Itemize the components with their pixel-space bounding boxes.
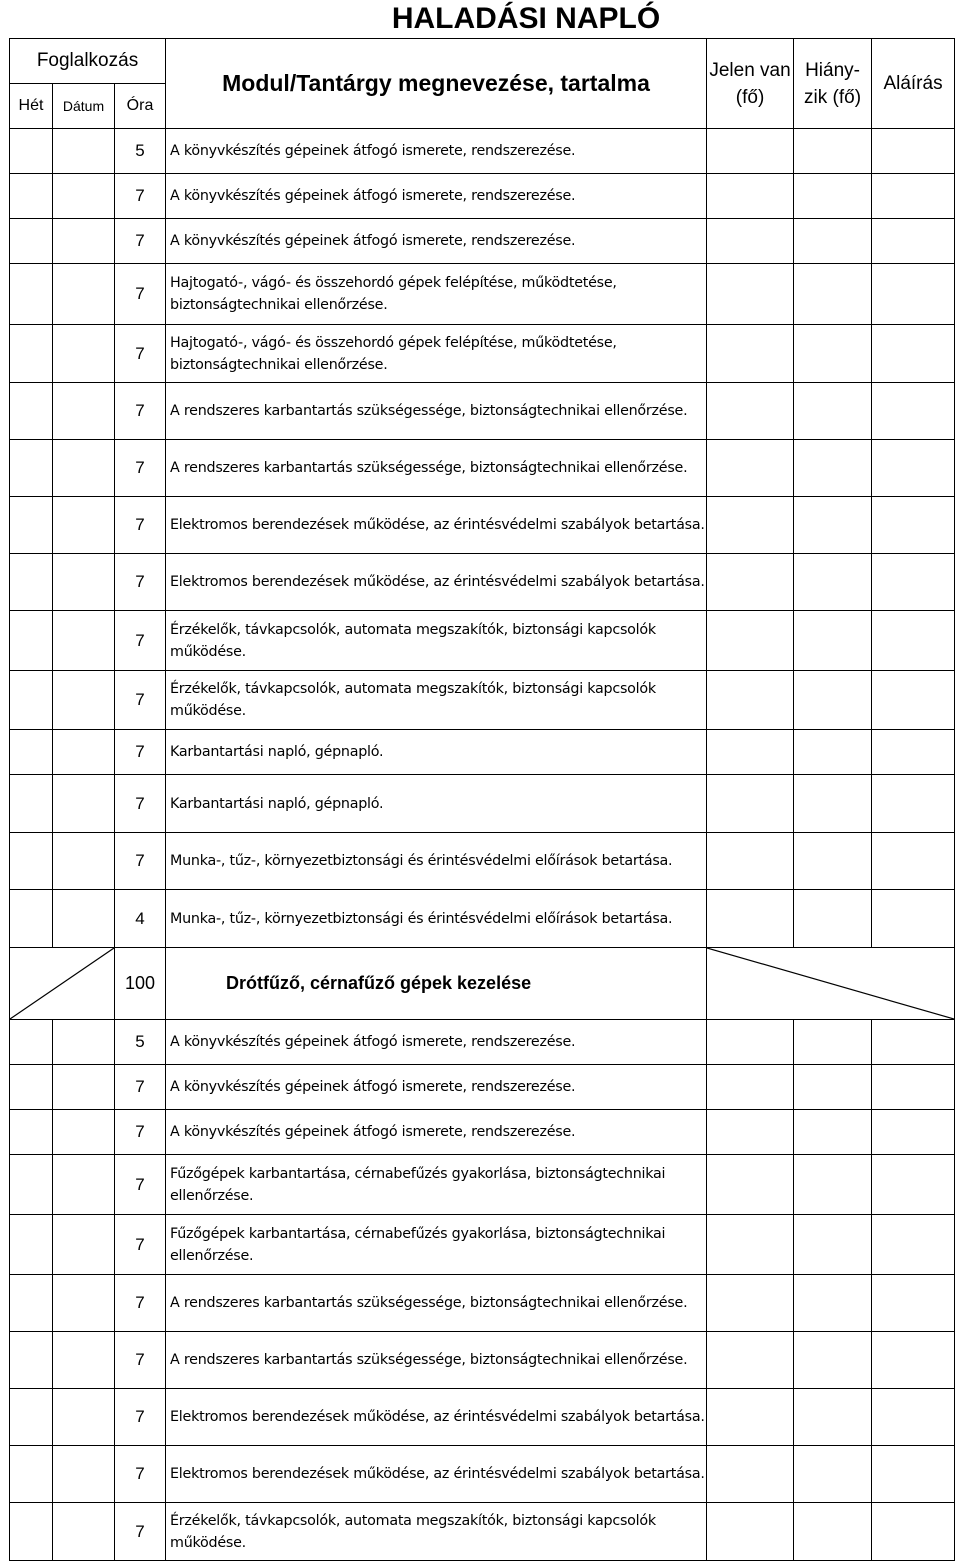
table-row [10, 1332, 955, 1389]
hours-cell: 7 [115, 1110, 166, 1155]
week-cell[interactable] [10, 775, 53, 833]
absent-cell[interactable] [794, 1332, 872, 1389]
present-cell[interactable] [707, 440, 794, 497]
present-cell[interactable] [707, 129, 794, 174]
date-cell[interactable] [53, 1110, 115, 1155]
table-row [10, 497, 955, 554]
header-jelen: Jelen van (fő) [707, 39, 794, 129]
present-cell[interactable] [707, 1275, 794, 1332]
signature-cell[interactable] [872, 219, 955, 264]
table-row [10, 1389, 955, 1446]
date-cell[interactable] [53, 775, 115, 833]
absent-cell[interactable] [794, 890, 872, 948]
date-cell[interactable] [53, 1020, 115, 1065]
absent-cell[interactable] [794, 440, 872, 497]
date-cell[interactable] [53, 440, 115, 497]
hours-cell: 7 [115, 383, 166, 440]
hours-cell: 4 [115, 890, 166, 948]
week-cell[interactable] [10, 1155, 53, 1215]
module-title: Drótfűző, cérnafűző gépek kezelése [166, 948, 707, 1020]
absent-cell[interactable] [794, 383, 872, 440]
date-cell[interactable] [53, 325, 115, 383]
hours-cell: 7 [115, 671, 166, 730]
header-alairas: Aláírás [872, 39, 955, 129]
present-cell[interactable] [707, 497, 794, 554]
signature-cell[interactable] [872, 1389, 955, 1446]
present-cell[interactable] [707, 174, 794, 219]
page-title: HALADÁSI NAPLÓ [391, 2, 661, 35]
hours-cell: 7 [115, 1389, 166, 1446]
hours-cell: 7 [115, 611, 166, 671]
hours-cell: 7 [115, 325, 166, 383]
week-cell[interactable] [10, 1446, 53, 1503]
table-row [10, 1065, 955, 1110]
absent-cell[interactable] [794, 1503, 872, 1561]
week-cell[interactable] [10, 440, 53, 497]
signature-cell[interactable] [872, 1110, 955, 1155]
present-cell[interactable] [707, 890, 794, 948]
module-diagonal-cell [10, 948, 115, 1020]
present-cell[interactable] [707, 833, 794, 890]
table-row [10, 554, 955, 611]
week-cell[interactable] [10, 1215, 53, 1275]
module-diagonal-cell-right [707, 948, 955, 1020]
present-cell[interactable] [707, 611, 794, 671]
date-cell[interactable] [53, 1332, 115, 1389]
week-cell[interactable] [10, 730, 53, 775]
header-foglalkozas: Foglalkozás [10, 39, 166, 84]
content-cell: A rendszeres karbantartás szükségessége, biztonságtechnikai ellenőrzése. [166, 383, 707, 440]
hours-cell: 7 [115, 1065, 166, 1110]
week-cell[interactable] [10, 1065, 53, 1110]
date-cell[interactable] [53, 1275, 115, 1332]
signature-cell[interactable] [872, 775, 955, 833]
content-cell: Karbantartási napló, gépnapló. [166, 775, 707, 833]
signature-cell[interactable] [872, 833, 955, 890]
table-row [10, 1155, 955, 1215]
hours-cell: 7 [115, 833, 166, 890]
absent-cell[interactable] [794, 1155, 872, 1215]
table-row [10, 1215, 955, 1275]
header-ora: Óra [115, 84, 166, 129]
absent-cell[interactable] [794, 1020, 872, 1065]
hours-cell: 5 [115, 129, 166, 174]
signature-cell[interactable] [872, 1446, 955, 1503]
content-cell: Érzékelők, távkapcsolók, automata megszakítók, biztonsági kapcsolók működése. [166, 611, 707, 671]
signature-cell[interactable] [872, 730, 955, 775]
signature-cell[interactable] [872, 1215, 955, 1275]
present-cell[interactable] [707, 1503, 794, 1561]
signature-cell[interactable] [872, 554, 955, 611]
date-cell[interactable] [53, 497, 115, 554]
progress-log-table [9, 38, 955, 1561]
signature-cell[interactable] [872, 129, 955, 174]
diagonal-line [707, 948, 954, 1019]
table-row [10, 325, 955, 383]
absent-cell[interactable] [794, 833, 872, 890]
table-row [10, 730, 955, 775]
date-cell[interactable] [53, 1155, 115, 1215]
content-cell: A rendszeres karbantartás szükségessége, biztonságtechnikai ellenőrzése. [166, 1275, 707, 1332]
present-cell[interactable] [707, 383, 794, 440]
date-cell[interactable] [53, 383, 115, 440]
content-cell: A rendszeres karbantartás szükségessége, biztonságtechnikai ellenőrzése. [166, 440, 707, 497]
signature-cell[interactable] [872, 440, 955, 497]
present-cell[interactable] [707, 671, 794, 730]
present-cell[interactable] [707, 1332, 794, 1389]
absent-cell[interactable] [794, 325, 872, 383]
date-cell[interactable] [53, 554, 115, 611]
absent-cell[interactable] [794, 1110, 872, 1155]
absent-cell[interactable] [794, 129, 872, 174]
content-cell: A könyvkészítés gépeinek átfogó ismerete, rendszerezése. [166, 1065, 707, 1110]
table-row [10, 1110, 955, 1155]
signature-cell[interactable] [872, 174, 955, 219]
absent-cell[interactable] [794, 264, 872, 325]
signature-cell[interactable] [872, 325, 955, 383]
signature-cell[interactable] [872, 1275, 955, 1332]
present-cell[interactable] [707, 325, 794, 383]
absent-cell[interactable] [794, 1389, 872, 1446]
absent-cell[interactable] [794, 1065, 872, 1110]
absent-cell[interactable] [794, 1215, 872, 1275]
content-cell: A könyvkészítés gépeinek átfogó ismerete, rendszerezése. [166, 174, 707, 219]
week-cell[interactable] [10, 174, 53, 219]
date-cell[interactable] [53, 890, 115, 948]
hours-cell: 7 [115, 1155, 166, 1215]
signature-cell[interactable] [872, 1155, 955, 1215]
table-row [10, 611, 955, 671]
date-cell[interactable] [53, 129, 115, 174]
week-cell[interactable] [10, 611, 53, 671]
content-cell: Fűzőgépek karbantartása, cérnabefűzés gyakorlása, biztonságtechnikai ellenőrzése. [166, 1155, 707, 1215]
hours-cell: 7 [115, 1332, 166, 1389]
date-cell[interactable] [53, 1503, 115, 1561]
week-cell[interactable] [10, 1275, 53, 1332]
header-hianyzik: Hiány- zik (fő) [794, 39, 872, 129]
date-cell[interactable] [53, 1065, 115, 1110]
week-cell[interactable] [10, 264, 53, 325]
content-cell: Érzékelők, távkapcsolók, automata megszakítók, biztonsági kapcsolók működése. [166, 1503, 707, 1561]
content-cell: Elektromos berendezések működése, az érintésvédelmi szabályok betartása. [166, 1446, 707, 1503]
week-cell[interactable] [10, 219, 53, 264]
date-cell[interactable] [53, 833, 115, 890]
date-cell[interactable] [53, 1446, 115, 1503]
hours-cell: 7 [115, 440, 166, 497]
table-row [10, 383, 955, 440]
absent-cell[interactable] [794, 554, 872, 611]
signature-cell[interactable] [872, 1020, 955, 1065]
table-row [10, 1503, 955, 1561]
hours-cell: 7 [115, 1215, 166, 1275]
table-row [10, 440, 955, 497]
signature-cell[interactable] [872, 890, 955, 948]
date-cell[interactable] [53, 671, 115, 730]
hours-cell: 7 [115, 174, 166, 219]
week-cell[interactable] [10, 1389, 53, 1446]
present-cell[interactable] [707, 1389, 794, 1446]
content-cell: Munka-, tűz-, környezetbiztonsági és érintésvédelmi előírások betartása. [166, 833, 707, 890]
week-cell[interactable] [10, 497, 53, 554]
header-modul: Modul/Tantárgy megnevezése, tartalma [166, 39, 707, 129]
absent-cell[interactable] [794, 497, 872, 554]
date-cell[interactable] [53, 730, 115, 775]
date-cell[interactable] [53, 174, 115, 219]
absent-cell[interactable] [794, 1446, 872, 1503]
header-datum: Dátum [53, 84, 115, 129]
hours-cell: 7 [115, 219, 166, 264]
present-cell[interactable] [707, 1215, 794, 1275]
week-cell[interactable] [10, 325, 53, 383]
absent-cell[interactable] [794, 671, 872, 730]
hours-cell: 7 [115, 730, 166, 775]
table-row [10, 890, 955, 948]
absent-cell[interactable] [794, 775, 872, 833]
content-cell: Elektromos berendezések működése, az érintésvédelmi szabályok betartása. [166, 1389, 707, 1446]
hours-cell: 7 [115, 497, 166, 554]
week-cell[interactable] [10, 1110, 53, 1155]
content-cell: Hajtogató-, vágó- és összehordó gépek felépítése, működtetése, biztonságtechnikai ellenőrzése. [166, 325, 707, 383]
date-cell[interactable] [53, 611, 115, 671]
hours-cell: 7 [115, 775, 166, 833]
hours-cell: 7 [115, 1503, 166, 1561]
present-cell[interactable] [707, 1155, 794, 1215]
hours-cell: 7 [115, 1275, 166, 1332]
signature-cell[interactable] [872, 383, 955, 440]
table-row [10, 264, 955, 325]
content-cell: A könyvkészítés gépeinek átfogó ismerete, rendszerezése. [166, 1020, 707, 1065]
table-row [10, 174, 955, 219]
absent-cell[interactable] [794, 1275, 872, 1332]
signature-cell[interactable] [872, 1332, 955, 1389]
content-cell: A könyvkészítés gépeinek átfogó ismerete, rendszerezése. [166, 219, 707, 264]
signature-cell[interactable] [872, 671, 955, 730]
present-cell[interactable] [707, 264, 794, 325]
content-cell: Elektromos berendezések működése, az érintésvédelmi szabályok betartása. [166, 554, 707, 611]
absent-cell[interactable] [794, 611, 872, 671]
hours-cell: 7 [115, 554, 166, 611]
table-row [10, 833, 955, 890]
signature-cell[interactable] [872, 1065, 955, 1110]
table-row [10, 671, 955, 730]
signature-cell[interactable] [872, 497, 955, 554]
header-het: Hét [10, 84, 53, 129]
table-row [10, 219, 955, 264]
absent-cell[interactable] [794, 219, 872, 264]
week-cell[interactable] [10, 890, 53, 948]
week-cell[interactable] [10, 1503, 53, 1561]
date-cell[interactable] [53, 264, 115, 325]
week-cell[interactable] [10, 671, 53, 730]
content-cell: A rendszeres karbantartás szükségessége, biztonságtechnikai ellenőrzése. [166, 1332, 707, 1389]
hours-cell: 7 [115, 1446, 166, 1503]
hours-cell: 7 [115, 264, 166, 325]
content-cell: Fűzőgépek karbantartása, cérnabefűzés gyakorlása, biztonságtechnikai ellenőrzése. [166, 1215, 707, 1275]
diagonal-line [10, 948, 114, 1019]
week-cell[interactable] [10, 1332, 53, 1389]
content-cell: Munka-, tűz-, környezetbiztonsági és érintésvédelmi előírások betartása. [166, 890, 707, 948]
present-cell[interactable] [707, 775, 794, 833]
week-cell[interactable] [10, 1020, 53, 1065]
present-cell[interactable] [707, 1446, 794, 1503]
week-cell[interactable] [10, 833, 53, 890]
present-cell[interactable] [707, 219, 794, 264]
table-row [10, 1020, 955, 1065]
date-cell[interactable] [53, 219, 115, 264]
week-cell[interactable] [10, 129, 53, 174]
present-cell[interactable] [707, 1020, 794, 1065]
table-row [10, 129, 955, 174]
module-hours: 100 [115, 948, 166, 1020]
signature-cell[interactable] [872, 611, 955, 671]
present-cell[interactable] [707, 730, 794, 775]
week-cell[interactable] [10, 383, 53, 440]
present-cell[interactable] [707, 554, 794, 611]
date-cell[interactable] [53, 1215, 115, 1275]
present-cell[interactable] [707, 1065, 794, 1110]
signature-cell[interactable] [872, 264, 955, 325]
content-cell: Hajtogató-, vágó- és összehordó gépek felépítése, működtetése, biztonságtechnikai ellenőrzése. [166, 264, 707, 325]
content-cell: Érzékelők, távkapcsolók, automata megszakítók, biztonsági kapcsolók működése. [166, 671, 707, 730]
table-row [10, 1446, 955, 1503]
content-cell: A könyvkészítés gépeinek átfogó ismerete, rendszerezése. [166, 1110, 707, 1155]
content-cell: Karbantartási napló, gépnapló. [166, 730, 707, 775]
signature-cell[interactable] [872, 1503, 955, 1561]
hours-cell: 5 [115, 1020, 166, 1065]
date-cell[interactable] [53, 1389, 115, 1446]
absent-cell[interactable] [794, 174, 872, 219]
absent-cell[interactable] [794, 730, 872, 775]
week-cell[interactable] [10, 554, 53, 611]
table-row [10, 775, 955, 833]
module-row [10, 948, 955, 1020]
content-cell: A könyvkészítés gépeinek átfogó ismerete, rendszerezése. [166, 129, 707, 174]
present-cell[interactable] [707, 1110, 794, 1155]
content-cell: Elektromos berendezések működése, az érintésvédelmi szabályok betartása. [166, 497, 707, 554]
table-row [10, 1275, 955, 1332]
